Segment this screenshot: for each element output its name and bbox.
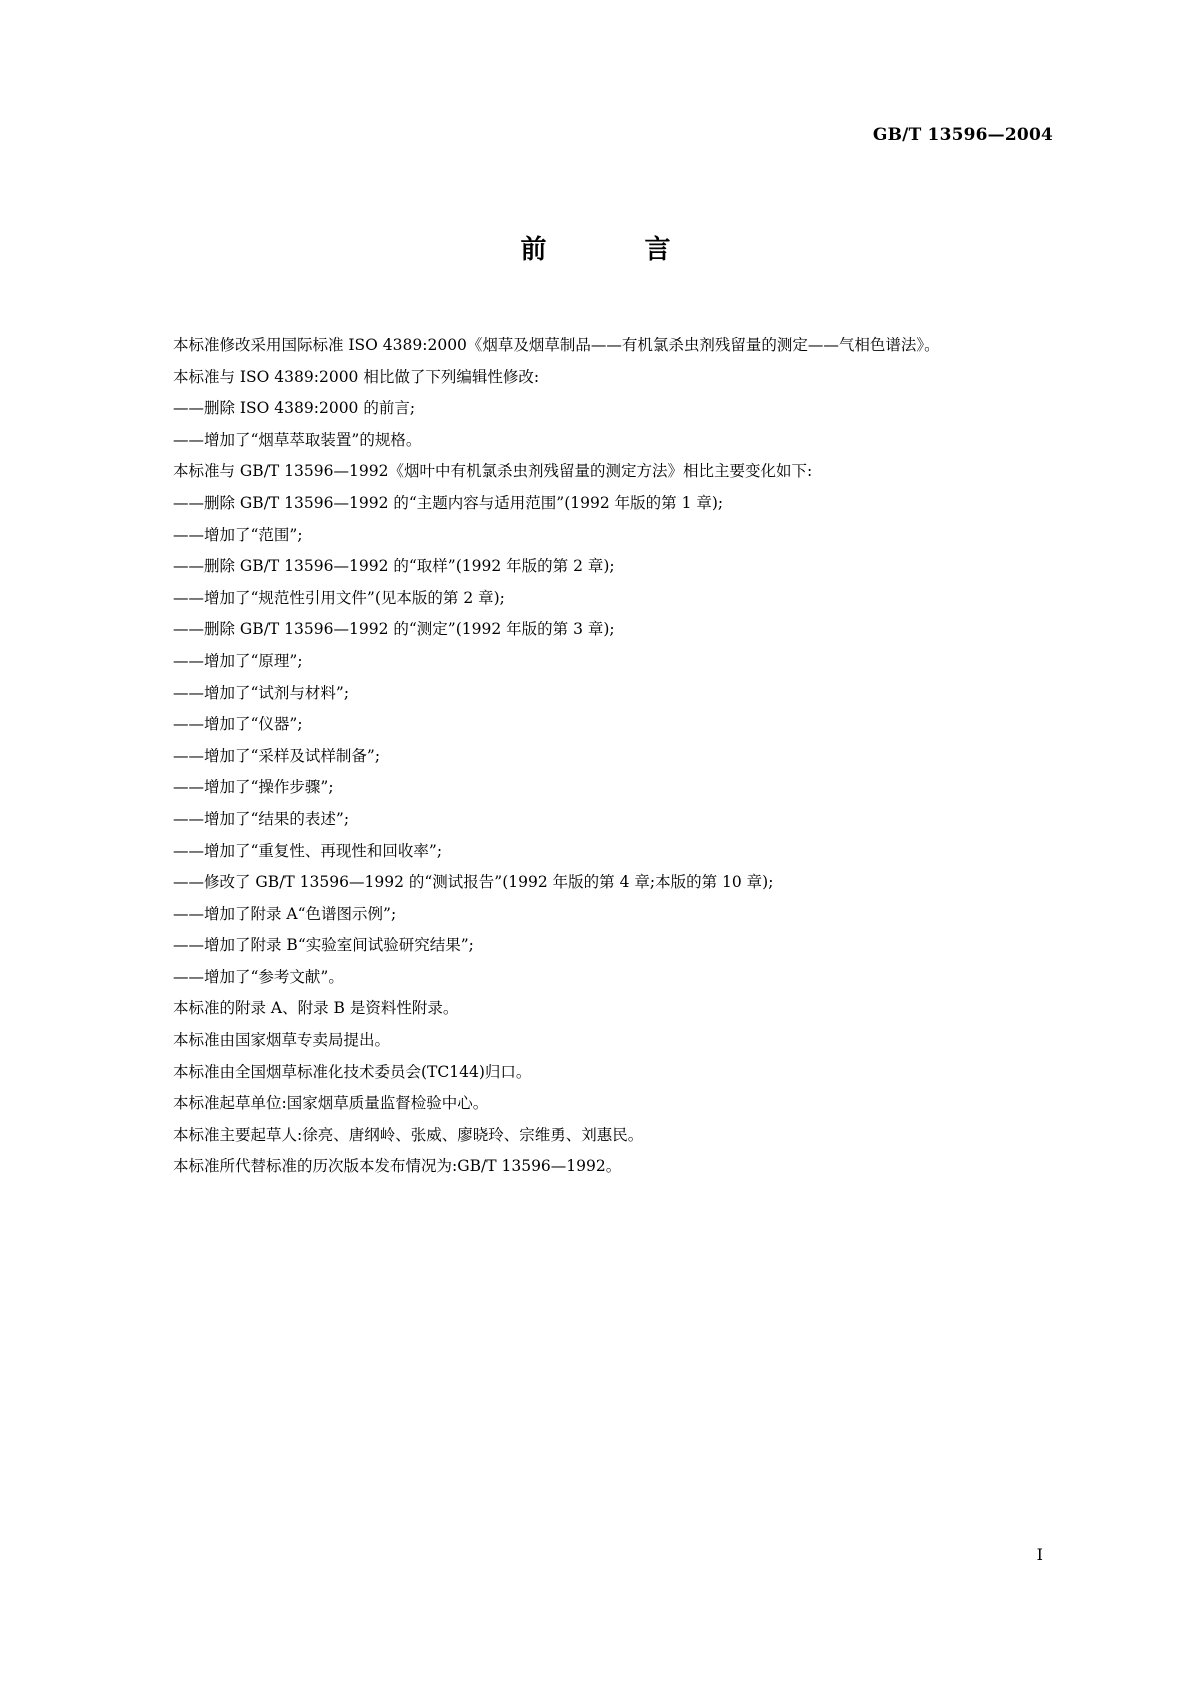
list-item: ——增加了附录 B“实验室间试验研究结果”; [173, 936, 474, 955]
list-item: ——增加了附录 A“色谱图示例”; [173, 904, 397, 923]
list-item: ——删除 GB/T 13596—1992 的“取样”(1992 年版的第 2 章); [173, 557, 615, 576]
page-title: 前 言 [520, 235, 707, 265]
list-item: ——删除 GB/T 13596—1992 的“测定”(1992 年版的第 3 章); [173, 620, 615, 639]
paragraph-gb-changes-intro: 本标准与 GB/T 13596—1992《烟叶中有机氯杀虫剂残留量的测定方法》相比主要变化如下: [173, 462, 813, 481]
paragraph-proposer: 本标准由国家烟草专卖局提出。 [173, 1031, 391, 1050]
list-item: ——增加了“结果的表述”; [173, 809, 350, 828]
paragraph-annexes: 本标准的附录 A、附录 B 是资料性附录。 [173, 999, 459, 1018]
list-item: ——增加了“操作步骤”; [173, 778, 334, 797]
paragraph-drafters: 本标准主要起草人:徐亮、唐纲岭、张威、廖晓玲、宗维勇、刘惠民。 [173, 1125, 644, 1144]
standard-number: GB/T 13596—2004 [872, 125, 1053, 145]
list-item: ——增加了“采样及试样制备”; [173, 746, 381, 765]
foreword-body [121, 330, 1057, 1183]
list-item: ——增加了“范围”; [173, 525, 303, 544]
paragraph-iso-changes-intro: 本标准与 ISO 4389:2000 相比做了下列编辑性修改: [173, 367, 540, 386]
paragraph-drafting-unit: 本标准起草单位:国家烟草质量监督检验中心。 [173, 1094, 489, 1113]
list-item: ——增加了“仪器”; [173, 715, 303, 734]
list-item: ——增加了“烟草萃取装置”的规格。 [173, 430, 422, 449]
paragraph-adoption: 本标准修改采用国际标准 ISO 4389:2000《烟草及烟草制品——有机氯杀虫剂残留量的测定——气相色谱法》。 [173, 336, 940, 354]
list-item: ——删除 ISO 4389:2000 的前言; [173, 399, 416, 418]
list-item: ——修改了 GB/T 13596—1992 的“测试报告”(1992 年版的第 4 章;本版的第 10 章); [173, 873, 774, 892]
paragraph-committee: 本标准由全国烟草标准化技术委员会(TC144)归口。 [173, 1062, 532, 1081]
list-item: ——删除 GB/T 13596—1992 的“主题内容与适用范围”(1992 年版的第 1 章); [173, 493, 724, 512]
page-number: I [1036, 1545, 1043, 1564]
paragraph-previous-editions: 本标准所代替标准的历次版本发布情况为:GB/T 13596—1992。 [173, 1157, 622, 1176]
list-item: ——增加了“重复性、再现性和回收率”; [173, 841, 443, 860]
list-item: ——增加了“规范性引用文件”(见本版的第 2 章); [173, 588, 505, 607]
list-item: ——增加了“原理”; [173, 651, 303, 670]
list-item: ——增加了“试剂与材料”; [173, 683, 350, 702]
list-item: ——增加了“参考文献”。 [173, 967, 344, 986]
